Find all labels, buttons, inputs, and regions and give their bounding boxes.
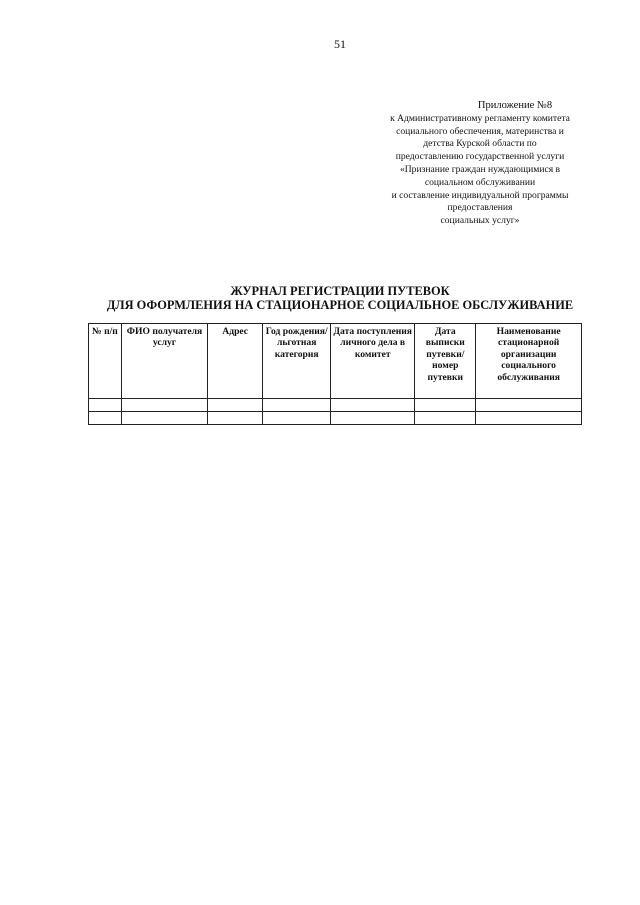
table-cell [208, 412, 263, 425]
appendix-line: к Административному регламенту комитета [390, 112, 570, 124]
table-cell [121, 412, 207, 425]
table-cell [263, 399, 331, 412]
appendix-line: «Признание граждан нуждающимися в [399, 163, 561, 175]
journal-title [0, 284, 640, 312]
journal-table [88, 323, 582, 425]
appendix-line: и составление индивидуальной программы [391, 189, 569, 201]
appendix-line: детства Курской области по [423, 138, 537, 150]
appendix-line: социальном обслуживании [424, 176, 536, 188]
table-cell [415, 412, 476, 425]
journal-title-line2: ДЛЯ ОФОРМЛЕНИЯ НА СТАЦИОНАРНОЕ СОЦИАЛЬНОЕ ОБСЛУЖИВАНИЕ [106, 298, 574, 312]
table-cell [331, 412, 415, 425]
table-cell [89, 412, 122, 425]
column-header-fio: ФИО получателя услуг [121, 324, 207, 399]
appendix-line: предоставления [447, 202, 513, 214]
column-header-receipt-date: Дата поступления личного дела в комитет [331, 324, 415, 399]
table-row [89, 399, 582, 412]
appendix-block [350, 100, 610, 228]
appendix-title: Приложение №8 [477, 100, 553, 111]
table-row [89, 412, 582, 425]
appendix-line: социального обеспечения, материнства и [396, 125, 564, 137]
table-header-row [89, 324, 582, 399]
table-cell [208, 399, 263, 412]
page-number: 51 [334, 37, 346, 51]
journal-title-line1: ЖУРНАЛ РЕГИСТРАЦИИ ПУТЕВОК [230, 284, 450, 298]
column-header-birth-year: Год рождения/ льготная категория [263, 324, 331, 399]
table-cell [476, 412, 582, 425]
table-cell [476, 399, 582, 412]
table-cell [415, 399, 476, 412]
column-header-address: Адрес [208, 324, 263, 399]
appendix-line: предоставлению государственной услуги [395, 151, 565, 163]
table-cell [121, 399, 207, 412]
table-cell [331, 399, 415, 412]
column-header-organization: Наименование стационарной организации социального обслуживания [476, 324, 582, 399]
table-cell [263, 412, 331, 425]
appendix-line: социальных услуг» [440, 215, 520, 227]
table-cell [89, 399, 122, 412]
column-header-number: № п/п [89, 324, 122, 399]
column-header-voucher-issue: Дата выписки путевки/ номер путевки [415, 324, 476, 399]
